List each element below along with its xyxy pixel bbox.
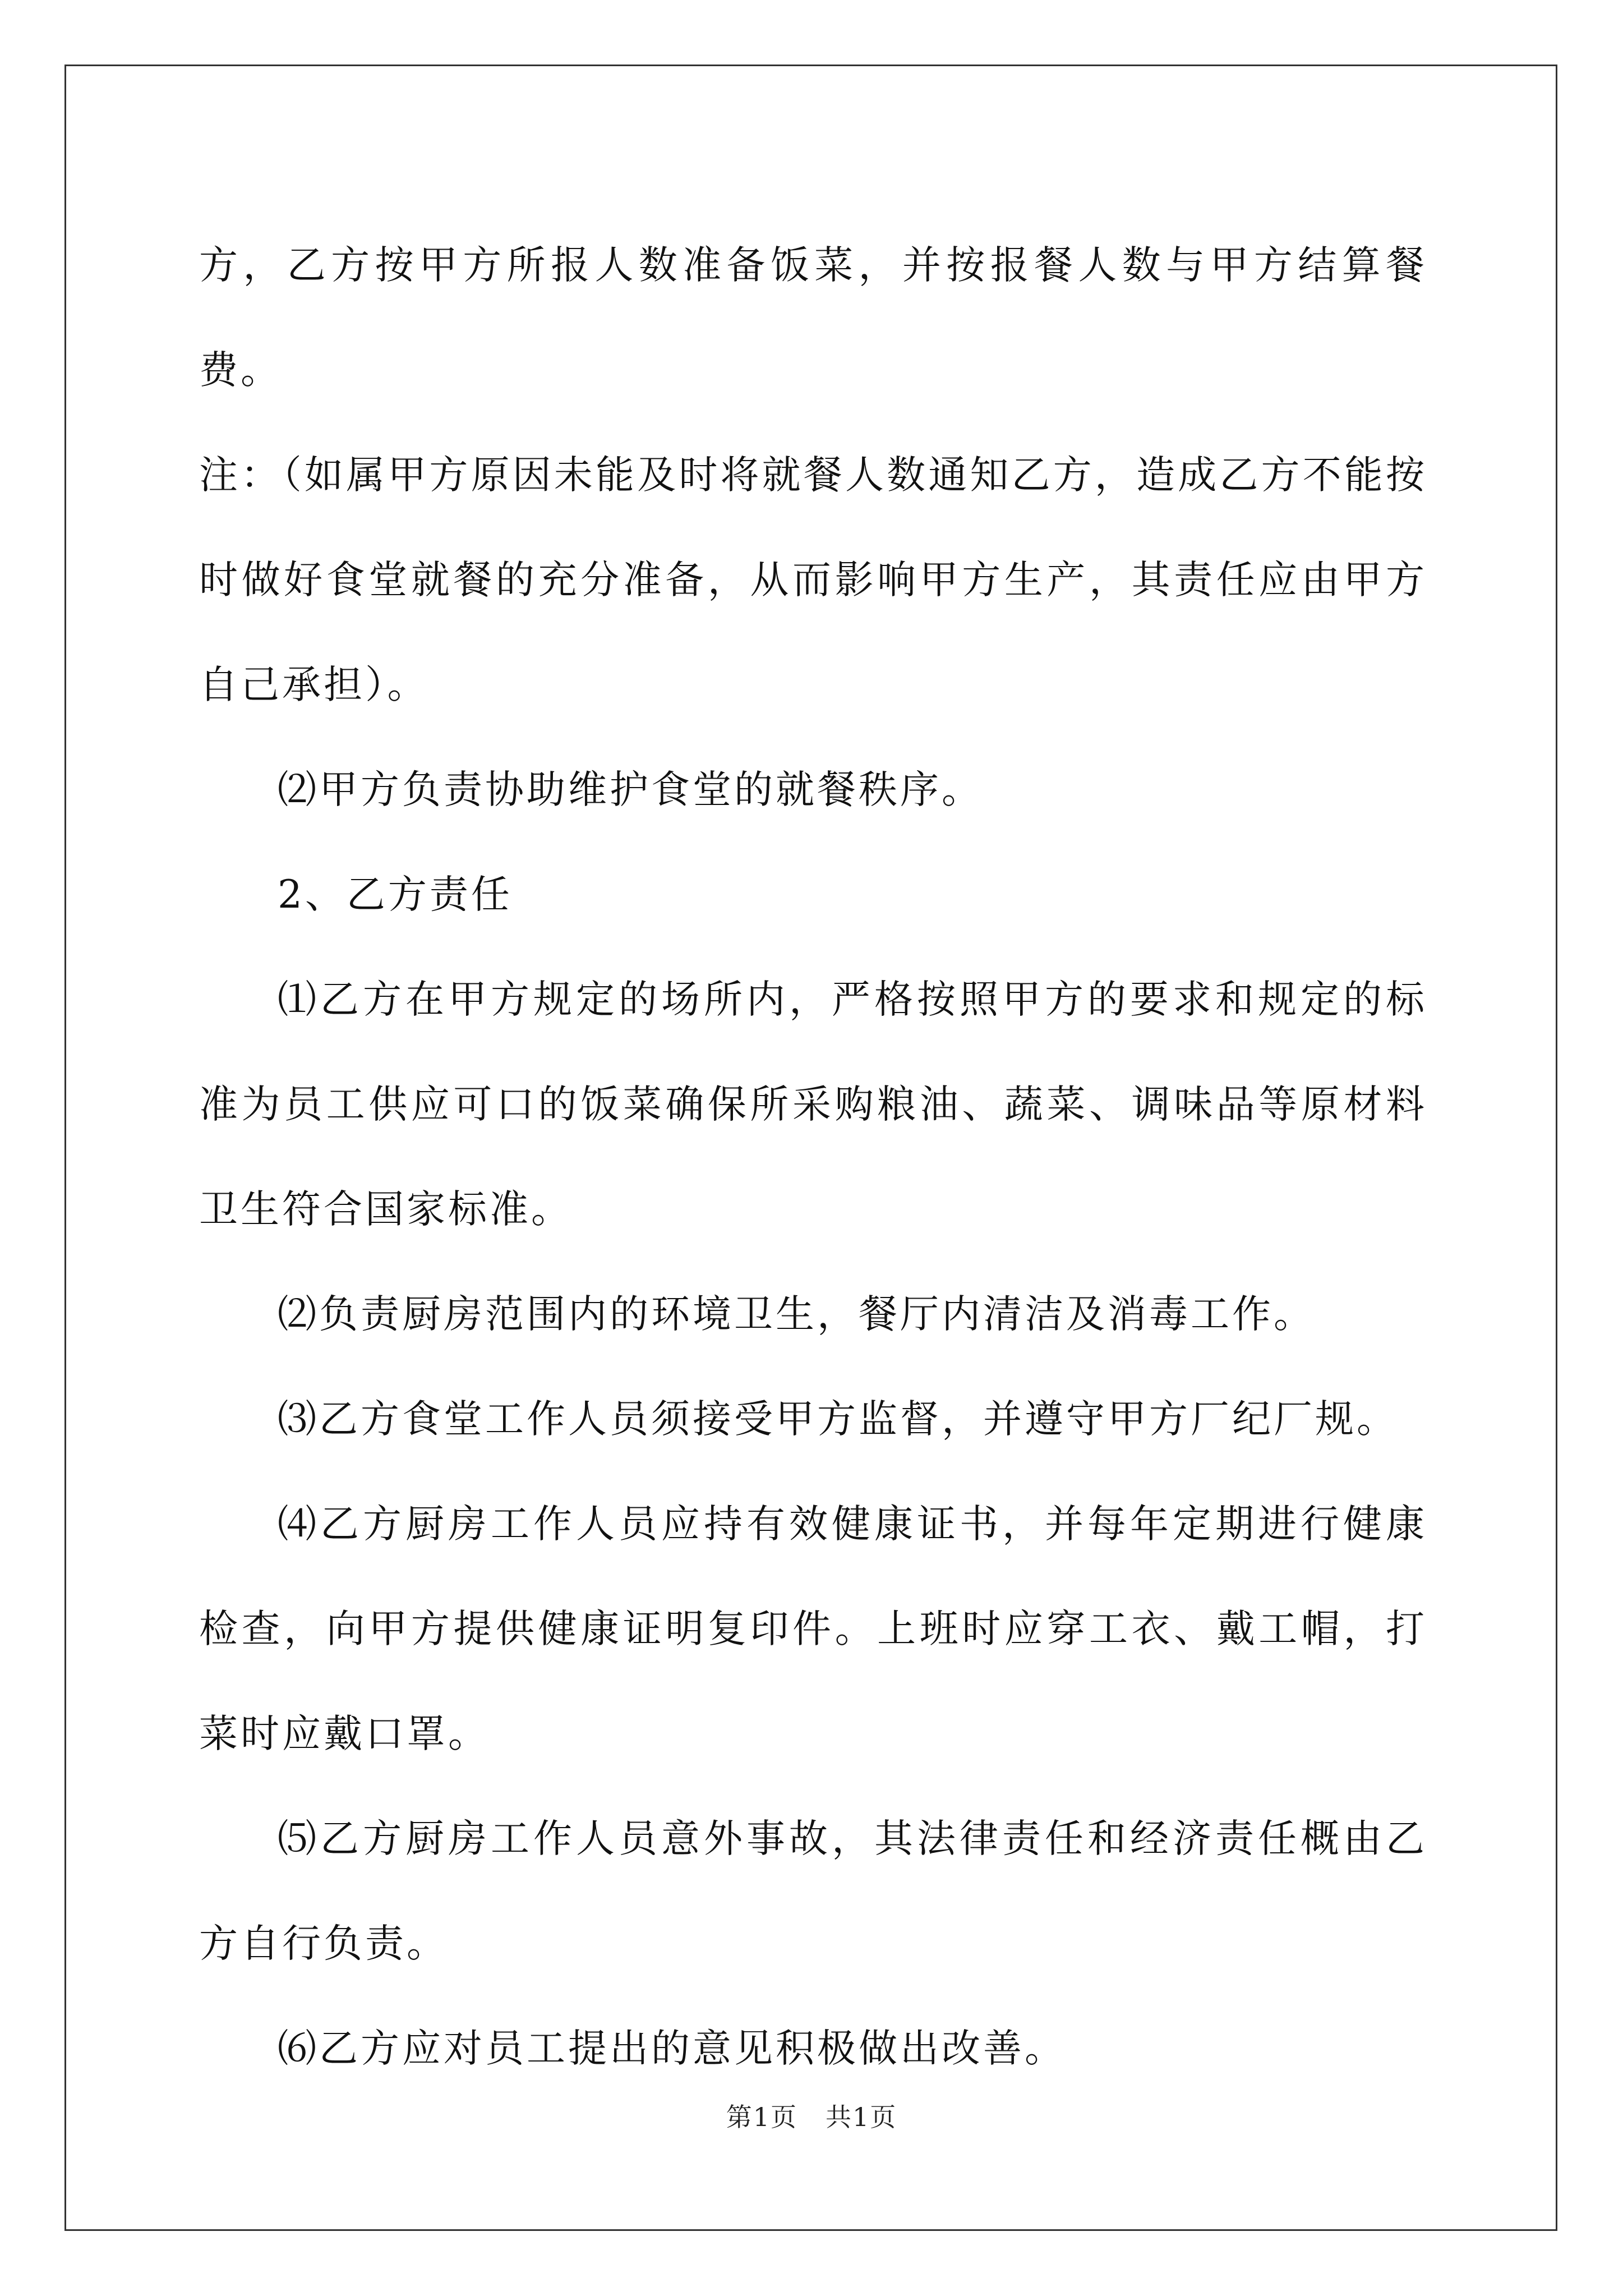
paragraph-5: ⑴乙方在甲方规定的场所内，严格按照甲方的要求和规定的标准为员工供应可口的饭菜确保所采购粮油、蔬菜、调味品等原材料卫生符合国家标准。 (199, 977, 1427, 1232)
paragraph-10: ⑹乙方应对员工提出的意见积极做出改善。 (278, 2026, 1066, 2071)
document-body (199, 213, 1427, 2101)
paragraph-3: ⑵甲方负责协助维护食堂的就餐秩序。 (278, 767, 983, 812)
section-heading: 2、乙方责任 (278, 872, 513, 917)
paragraph-8: ⑷乙方厨房工作人员应持有效健康证书，并每年定期进行健康检查，向甲方提供健康证明复印件。上班时应穿工衣、戴工帽，打菜时应戴口罩。 (199, 1502, 1427, 1756)
paragraph-2: 注：（如属甲方原因未能及时将就餐人数通知乙方，造成乙方不能按时做好食堂就餐的充分准备，从而影响甲方生产，其责任应由甲方自己承担）。 (199, 453, 1427, 707)
page-number: 第1页 (726, 2102, 797, 2132)
paragraph-9: ⑸乙方厨房工作人员意外事故，其法律责任和经济责任概由乙方自行负责。 (199, 1816, 1427, 1966)
page-total: 共1页 (826, 2102, 897, 2132)
paragraph-1: 方，乙方按甲方所报人数准备饭菜，并按报餐人数与甲方结算餐费。 (199, 243, 1427, 393)
paragraph-6: ⑵负责厨房范围内的环境卫生，餐厅内清洁及消毒工作。 (278, 1292, 1315, 1337)
page-footer (0, 2097, 1623, 2134)
paragraph-7: ⑶乙方食堂工作人员须接受甲方监督，并遵守甲方厂纪厂规。 (278, 1397, 1398, 1442)
